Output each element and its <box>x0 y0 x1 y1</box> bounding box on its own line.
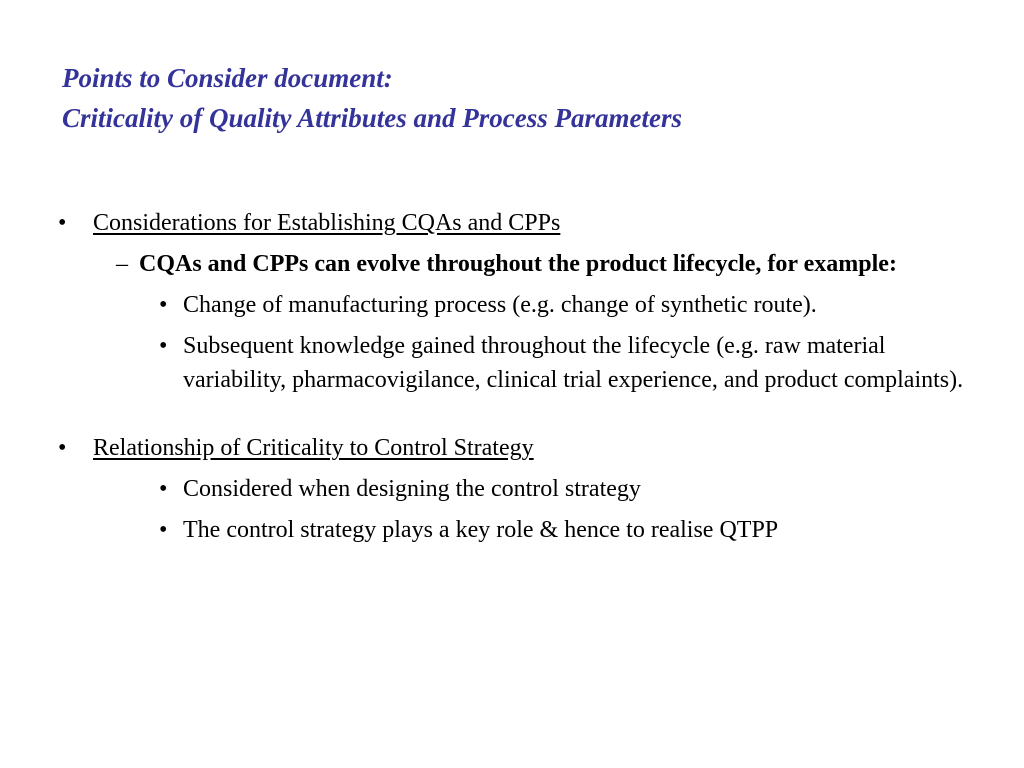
section-1-point-1: Change of manufacturing process (e.g. change of synthetic route). <box>183 292 817 318</box>
section-2-point-2: The control strategy plays a key role & hence to realise QTPP <box>183 517 779 543</box>
section-1-point-2-row <box>0 329 1024 397</box>
section-1-subpoint: CQAs and CPPs can evolve throughout the product lifecycle, for example: <box>139 251 897 277</box>
section-2-point-2-row <box>0 513 1024 547</box>
small-bullet-marker: • <box>159 333 168 359</box>
title-line-2: Criticality of Quality Attributes and Process Parameters <box>62 103 682 133</box>
section-2-heading-row <box>0 431 1024 465</box>
section-2-point-1: Considered when designing the control strategy <box>183 476 641 502</box>
section-1-heading-row <box>0 206 1024 240</box>
title-line-1: Points to Consider document: <box>62 63 393 93</box>
bullet-marker: • <box>58 435 67 461</box>
section-1-point-1-row <box>0 288 1024 322</box>
section-1-point-2: Subsequent knowledge gained throughout the lifecycle (e.g. raw material variability, pharmacovigilance, clinical trial experience, and product complaints). <box>183 333 964 393</box>
slide-body <box>0 206 1024 547</box>
small-bullet-marker: • <box>159 517 168 543</box>
small-bullet-marker: • <box>159 292 168 318</box>
slide-title <box>62 58 1002 138</box>
bullet-marker: • <box>58 210 67 236</box>
section-2-point-1-row <box>0 472 1024 506</box>
small-bullet-marker: • <box>159 476 168 502</box>
section-1-subpoint-row <box>0 247 1024 281</box>
section-1-heading: Considerations for Establishing CQAs and CPPs <box>93 210 561 236</box>
section-2-heading: Relationship of Criticality to Control Strategy <box>93 435 534 461</box>
dash-marker: – <box>116 251 128 277</box>
